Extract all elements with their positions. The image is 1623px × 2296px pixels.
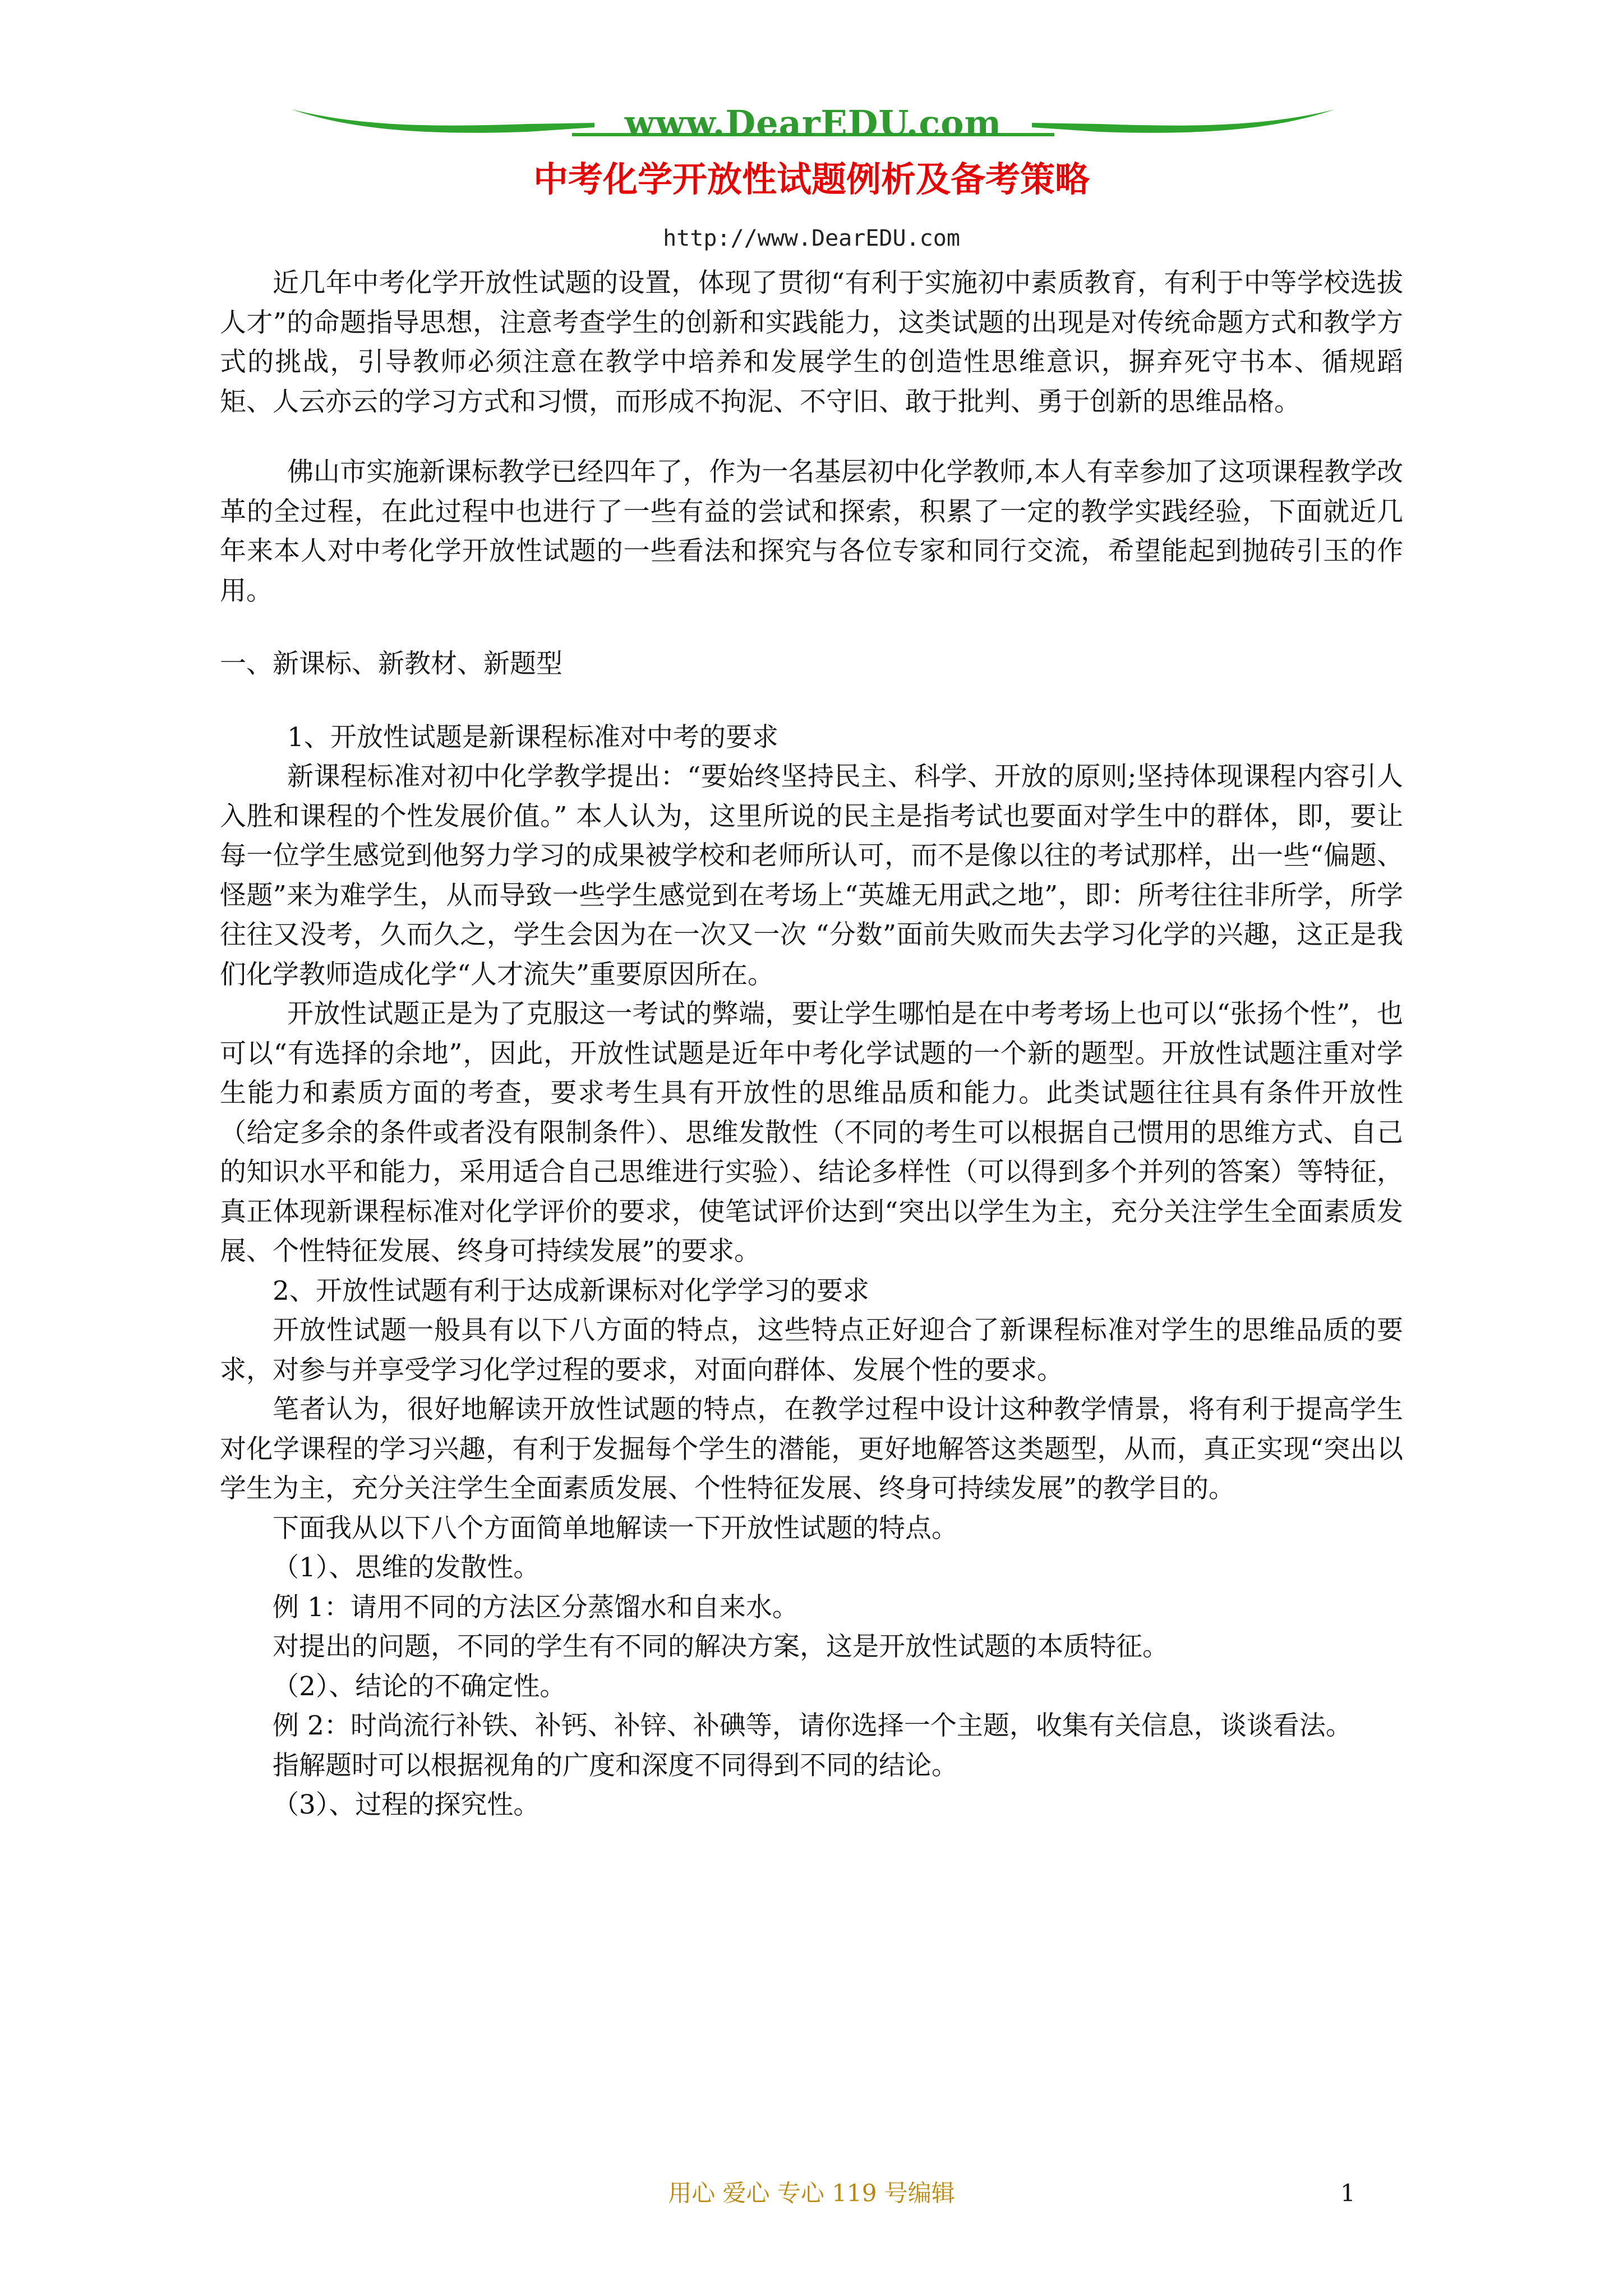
document-body [220,264,1403,1825]
site-logo: www.DearEDU.com [624,103,1002,144]
paragraph: 近几年中考化学开放性试题的设置，体现了贯彻“有利于实施初中素质教育，有利于中等学校选拔人才”的命题指导思想，注意考查学生的创新和实践能力，这类试题的出现是对传统命题方式和教学方式的挑战，引导教师必须注意在教学中培养和发展学生的创造性思维意识，摒弃死守书本、循规蹈矩、人云亦云的学习方式和习惯，而形成不拘泥、不守旧、敢于批判、勇于创新的思维品格。 [220,268,1403,417]
subsection-heading: 2、开放性试题有利于达成新课标对化学学习的要求 [273,1275,869,1306]
paragraph: 新课程标准对初中化学教学提出：“要始终坚持民主、科学、开放的原则;坚持体现课程内容引人入胜和课程的个性发展价值。” 本人认为，这里所说的民主是指考试也要面对学生中的群体，即，要让每一位学生感觉到他努力学习的成果被学校和老师所认可，而不是像以往的考试那样，出一些“偏题、怪题”来为难学生，从而导致一些学生感觉到在考场上“英雄无用武之地”，即：所考往往非所学，所学往往又没考，久而久之，学生会因为在一次又一次 “分数”面前失败而失去学习化学的兴趣，这正是我们化学教师造成化学“人才流失”重要原因所在。 [220,761,1403,990]
paragraph: 指解题时可以根据视角的广度和深度不同得到不同的结论。 [273,1750,958,1781]
page-title: 中考化学开放性试题例析及备考策略 [533,159,1090,200]
paragraph: 下面我从以下八个方面简单地解读一下开放性试题的特点。 [273,1512,958,1544]
paragraph: 开放性试题正是为了克服这一考试的弊端，要让学生哪怕是在中考考场上也可以“张扬个性”，也可以“有选择的余地”，因此，开放性试题是近年中考化学试题的一个新的题型。开放性试题注重对学生能力和素质方面的考查，要求考生具有开放性的思维品质和能力。此类试题往往具有条件开放性（给定多余的条件或者没有限制条件）、思维发散性（不同的考生可以根据自己惯用的思维方式、自己的知识水平和能力，采用适合自己思维进行实验）、结论多样性（可以得到多个并列的答案）等特征，真正体现新课程标准对化学评价的要求，使笔试评价达到“突出以学生为主，充分关注学生全面素质发展、个性特征发展、终身可持续发展”的要求。 [220,999,1403,1267]
example-item: 例 1：请用不同的方法区分蒸馏水和自来水。 [273,1591,799,1623]
subsection-heading: 1、开放性试题是新课程标准对中考的要求 [287,721,778,753]
footer-text: 用心 爱心 专心 119 号编辑 [668,2179,955,2207]
paragraph: 佛山市实施新课标教学已经四年了，作为一名基层初中化学教师,本人有幸参加了这项课程教学改革的全过程，在此过程中也进行了一些有益的尝试和探索，积累了一定的教学实践经验，下面就近几年来本人对中考化学开放性试题的一些看法和探究与各位专家和同行交流，希望能起到抛砖引玉的作用。 [220,457,1403,606]
example-item: 例 2：时尚流行补铁、补钙、补锌、补碘等，请你选择一个主题，收集有关信息，谈谈看法。 [273,1710,1352,1741]
page-footer [0,2174,1623,2213]
page-number: 1 [1340,2179,1355,2207]
section-heading: 一、新课标、新教材、新题型 [220,648,562,679]
list-item: （1）、思维的发散性。 [273,1552,540,1583]
site-banner [292,98,1335,149]
paragraph: 笔者认为，很好地解读开放性试题的特点，在教学过程中设计这种教学情景，将有利于提高学生对化学课程的学习兴趣，有利于发掘每个学生的潜能，更好地解答这类题型，从而，真正实现“突出以学生为主，充分关注学生全面素质发展、个性特征发展、终身可持续发展”的教学目的。 [220,1394,1403,1504]
paragraph: 开放性试题一般具有以下八方面的特点，这些特点正好迎合了新课程标准对学生的思维品质的要求，对参与并享受学习化学过程的要求，对面向群体、发展个性的要求。 [220,1315,1403,1386]
list-item: （3）、过程的探究性。 [273,1789,540,1820]
list-item: （2）、结论的不确定性。 [273,1671,566,1702]
source-url: http://www.DearEDU.com [663,226,960,251]
paragraph: 对提出的问题，不同的学生有不同的解决方案，这是开放性试题的本质特征。 [273,1631,1169,1662]
